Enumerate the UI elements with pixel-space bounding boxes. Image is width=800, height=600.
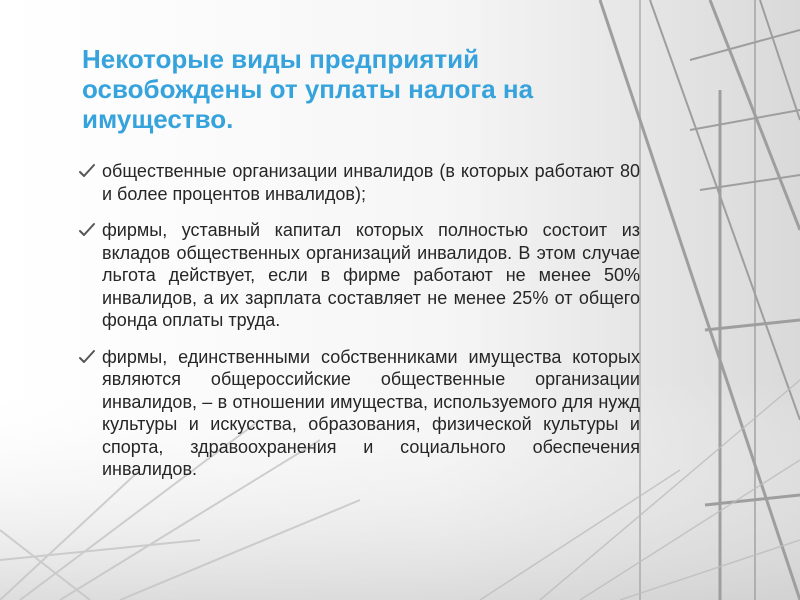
bullet-text: общественные организации инвалидов (в которых работают 80 и более процентов инвалидов); <box>102 161 640 204</box>
bullet-text: фирмы, единственными собственниками имущества которых являются общероссийские общественные организации инвалидов, – в отношении имущества, используемого для нужд культуры и искусства, образования, физической культуры и спорта, здравоохранения и социального обеспечения инвалидов. <box>102 346 640 479</box>
list-item <box>78 219 640 332</box>
bullet-list <box>78 160 640 495</box>
slide-title: Некоторые виды предприятий освобождены от уплаты налога на имущество. <box>82 44 534 134</box>
bullet-text: фирмы, уставный капитал которых полностью состоит из вкладов общественных организаций инвалидов. В этом случае льгота действует, если в фирме работают не менее 50% инвалидов, а их зарплата составляет не менее 25% от общего фонда оплаты труда. <box>102 220 640 330</box>
check-mark-icon <box>78 348 96 366</box>
check-mark-icon <box>78 162 96 180</box>
check-mark-icon <box>78 221 96 239</box>
list-item <box>78 346 640 481</box>
list-item <box>78 160 640 205</box>
